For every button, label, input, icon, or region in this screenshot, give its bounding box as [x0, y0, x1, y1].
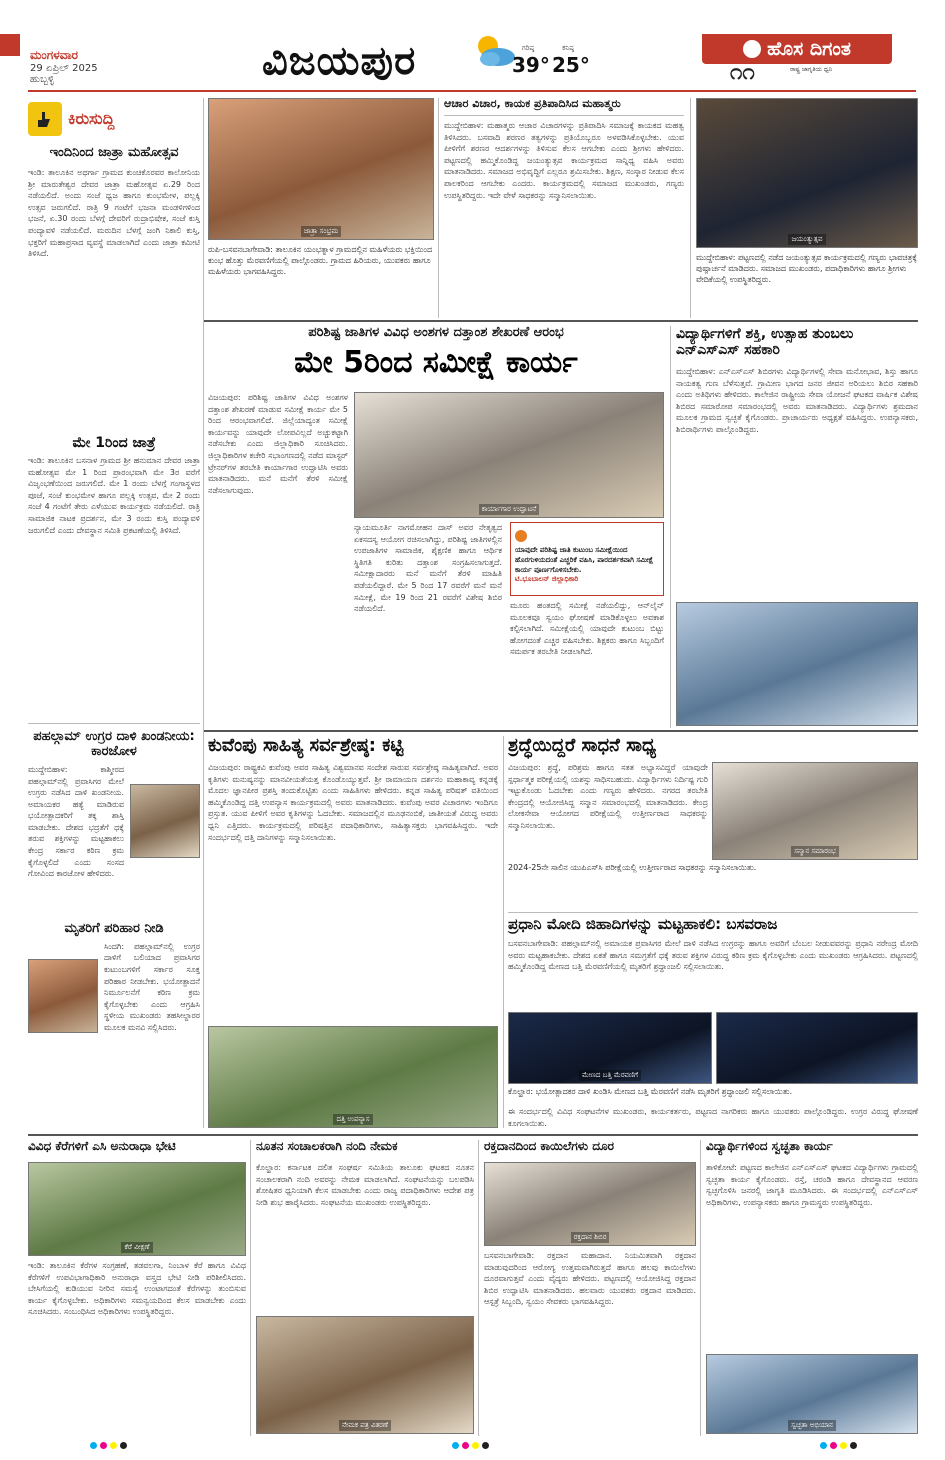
brand-tagline: ರಾಷ್ಟ್ರ ಜಾಗೃತಿಯ ಧ್ವನಿ: [790, 66, 833, 73]
lead-body-col3: ಮೂರು ಹಂತದಲ್ಲಿ ಸಮೀಕ್ಷೆ ನಡೆಯಲಿದ್ದು, ಆನ್‌ಲೈನ್ ಮೂಲಕವೂ ಸ್ವಯಂ ಘೋಷಣೆ ಮಾಡಿಕೊಳ್ಳಲು ಅವಕಾಶ ಕಲ್ಪಿಸಲಾಗಿದೆ. ಸಮೀಕ್ಷೆಯಲ್ಲಿ ಯಾವುದೇ ಕುಟುಂಬ ಬಿಟ್ಟು ಹೋಗದಂತೆ ಎಚ್ಚರ ವಹಿಸಬೇಕು. ಶಿಕ್ಷಕರು ಹಾಗೂ ಸಿಬ್ಬಂದಿಗೆ ಸಮರ್ಪಕ ತರಬೇತಿ ನೀಡಲಾಗಿದೆ.: [510, 601, 664, 657]
col-divider-1: [203, 98, 204, 1128]
lead-kicker: ಪರಿಶಿಷ್ಟ ಜಾತಿಗಳ ವಿವಿಧ ಅಂಶಗಳ ದತ್ತಾಂಶ ಶೇಖರಣೆ ಆರಂಭ: [308, 325, 564, 340]
quote-box: [510, 522, 664, 596]
portrait-photo-sindagi: [28, 959, 98, 1033]
photo-nandi-appointment: ನೇಮಕ ಪತ್ರ ವಿತರಣೆ: [256, 1316, 474, 1434]
body-nss: ಮುದ್ದೇಬಿಹಾಳ: ಎನ್‌ಎಸ್‌ಎಸ್ ಶಿಬಿರಗಳು ವಿದ್ಯಾರ್ಥಿಗಳಲ್ಲಿ ಸೇವಾ ಮನೋಭಾವ, ಶಿಸ್ತು ಹಾಗೂ ನಾಯಕತ್ವ ಗುಣ ಬೆಳೆಸುತ್ತವೆ. ಗ್ರಾಮೀಣ ಭಾಗದ ಜನರ ಜೀವನ ಅರಿಯಲು ಶಿಬಿರ ಸಹಕಾರಿ ಎಂದು ಅತಿಥಿಗಳು ಹೇಳಿದರು. ಕಾಲೇಜಿನ ರಾಷ್ಟ್ರೀಯ ಸೇವಾ ಯೋಜನೆ ಘಟಕದ ವಾರ್ಷಿಕ ವಿಶೇಷ ಶಿಬಿರದ ಸಮಾರೋಪ ಸಮಾರಂಭದಲ್ಲಿ ಅವರು ಮಾತನಾಡಿದರು. ವಿದ್ಯಾರ್ಥಿಗಳು ಶ್ರಮದಾನ ಮೂಲಕ ಗ್ರಾಮದ ಸ್ವಚ್ಛತೆ ಕೈಗೊಂಡರು. ಪ್ರಾಚಾರ್ಯರು ಅಧ್ಯಕ್ಷತೆ ವಹಿಸಿದ್ದರು. ಉಪನ್ಯಾಸಕರು, ಶಿಬಿರಾರ್ಥಿಗಳು ಪಾಲ್ಗೊಂಡಿದ್ದರು.: [676, 367, 918, 434]
temp-high-label: ಗರಿಷ್ಠ: [521, 44, 535, 52]
brief-body-compensation: ಸಿಂದಗಿ: ಪಹಲ್ಗಾಮ್‌ನಲ್ಲಿ ಉಗ್ರರ ದಾಳಿಗೆ ಬಲಿಯಾದ ಪ್ರವಾಸಿಗರ ಕುಟುಂಬಗಳಿಗೆ ಸರ್ಕಾರ ಸೂಕ್ತ ಪರಿಹಾರ ನೀಡಬೇಕು. ಭಯೋತ್ಪಾದನೆ ನಿರ್ಮೂಲನೆಗೆ ಕಠಿಣ ಕ್ರಮ ಕೈಗೊಳ್ಳಬೇಕು ಎಂದು ಆಗ್ರಹಿಸಿ ಸ್ಥಳೀಯ ಮುಖಂಡರು ತಹಸೀಲ್ದಾರರ ಮೂಲಕ ಮನವಿ ಸಲ್ಲಿಸಿದರು.: [104, 941, 200, 1032]
brief-title-may1: ಮೇ 1ರಿಂದ ಜಾತ್ರೆ: [72, 434, 156, 451]
caption-kumbha-procession: ರುಪಿ-ಬಸವನಬಾಗೇವಾಡಿ: ತಾಲೂಕಿನ ಯಂಭತ್ನಾಳ ಗ್ರಾಮದಲ್ಲಿನ ಮಹಿಳೆಯರು ಭಕ್ತಿಯಿಂದ ಕುಂಭ ಹೊತ್ತು ಮೆರವಣಿಗೆಯಲ್ಲಿ ಪಾಲ್ಗೊಂಡರು. ಗ್ರಾಮದ ಹಿರಿಯರು, ಯುವಕರು ಹಾಗೂ ಮಹಿಳೆಯರು ಭಾಗವಹಿಸಿದ್ದರು.: [208, 245, 433, 277]
reg-dot-cyan: [820, 1442, 827, 1449]
lead-headline: ಮೇ 5ರಿಂದ ಸಮೀಕ್ಷೆ ಕಾರ್ಯ: [294, 345, 578, 380]
reg-dot-cyan: [452, 1442, 459, 1449]
col-divider-6: [250, 1140, 251, 1436]
registration-dots-left: [90, 1442, 127, 1449]
caption-modi: ಕೊಲ್ಹಾರ: ಭಯೋತ್ಪಾದಕರ ದಾಳಿ ಖಂಡಿಸಿ ಮೇಣದ ಬತ್ತಿ ಮೆರವಣಿಗೆ ನಡೆಸಿ ಮೃತರಿಗೆ ಶ್ರದ್ಧಾಂಜಲಿ ಸಲ್ಲಿಸಲಾಯಿತು.: [508, 1087, 793, 1096]
headline-kere: ವಿವಿಧ ಕೆರೆಗಳಿಗೆ ಎಸಿ ಅನುರಾಧಾ ಭೇಟಿ: [28, 1139, 176, 1153]
photo-cleanliness-drive: ಸ್ವಚ್ಛತಾ ಅಭಿಯಾನ: [706, 1354, 918, 1434]
brief-body-jatra: ಇಂಡಿ: ತಾಲೂಕಿನ ಅಥರ್ಗಾ ಗ್ರಾಮದ ಕುಂಚಿಕೊರವರ ಕಾಲೋನಿಯ ಶ್ರೀ ಮಾರುತೇಶ್ವರ ದೇವರ ಜಾತ್ರಾ ಮಹೋತ್ಸವ ಏ.29 ರಿಂದ ನಡೆಯಲಿದೆ. ಅಂದು ಸಂಜೆ ಧ್ವಜ ಹಾಗೂ ಕುಂಭಮೇಳ, ಪಲ್ಲಕ್ಕಿ ಉತ್ಸವ ಜರುಗಲಿದೆ. ರಾತ್ರಿ 9 ಗಂಟೆಗೆ ಭಜನಾ ಮಂಡಳಿಗಳಿಂದ ಭಜನೆ, ಏ.30 ರಂದು ಬೆಳಗ್ಗೆ ದೇವರಿಗೆ ರುದ್ರಾಭಿಷೇಕ, ಸಂಜೆ ಕುಸ್ತಿ ಪಂದ್ಯಾವಳಿ ನಡೆಯಲಿದೆ. ಮರುದಿನ ಬೆಳಗ್ಗೆ ಜಂಗಿ ನಿಕಾಲಿ ಕುಸ್ತಿ, ಭಕ್ತರಿಗೆ ಮಹಾಪ್ರಸಾದ ವ್ಯವಸ್ಥೆ ಮಾಡಲಾಗಿದೆ ಎಂದು ಜಾತ್ರಾ ಕಮೀಟಿ ತಿಳಿಸಿದೆ.: [28, 167, 200, 259]
brand-name: ಹೊಸ ದಿಗಂತ: [767, 38, 851, 60]
brief-body-pahalgam: ಮುದ್ದೇಬಿಹಾಳ: ಕಾಶ್ಮೀರದ ಪಹಲ್ಗಾಮ್‌ನಲ್ಲಿ ಪ್ರವಾಸಿಗರ ಮೇಲೆ ಉಗ್ರರು ನಡೆಸಿದ ದಾಳಿ ಖಂಡನೀಯ. ಅಮಾಯಕರ ಹತ್ಯೆ ಮಾಡಿರುವ ಭಯೋತ್ಪಾದಕರಿಗೆ ತಕ್ಕ ಶಾಸ್ತಿ ಮಾಡಬೇಕು. ದೇಶದ ಭದ್ರತೆಗೆ ಧಕ್ಕೆ ತರುವ ಶಕ್ತಿಗಳನ್ನು ಮಟ್ಟಹಾಕಲು ಕೇಂದ್ರ ಸರ್ಕಾರ ಕಠಿಣ ಕ್ರಮ ಕೈಗೊಳ್ಳಲಿದೆ ಎಂದು ಸಂಸದ ಗೋವಿಂದ ಕಾರಜೋಳ ಹೇಳಿದರು.: [28, 764, 124, 879]
headline-blood-donation: ರಕ್ತದಾನದಿಂದ ಕಾಯಿಲೆಗಳು ದೂರ: [484, 1139, 614, 1153]
brief-title-pahalgam: ಪಹಲ್ಗಾಮ್ ಉಗ್ರರ ದಾಳಿ ಖಂಡನೀಯ: ಕಾರಜೋಳ: [33, 729, 195, 759]
col-divider-5: [503, 736, 504, 1128]
lotus-icon: [743, 40, 761, 58]
body-mahatmaru: ಮುದ್ದೇಬಿಹಾಳ: ಮಹಾತ್ಮರು ಆಚಾರ ವಿಚಾರಗಳನ್ನು ಪ್ರತಿಪಾದಿಸಿ ಸಮಾಜಕ್ಕೆ ಕಾಯಕದ ಮಹತ್ವ ತಿಳಿಸಿದರು. ಬಸವಾದಿ ಶರಣರ ತತ್ವಗಳನ್ನು ಪ್ರತಿಯೊಬ್ಬರೂ ಅಳವಡಿಸಿಕೊಳ್ಳಬೇಕು. ಯುವ ಪೀಳಿಗೆಗೆ ಶರಣರ ಆದರ್ಶಗಳನ್ನು ತಿಳಿಸುವ ಕೆಲಸ ಆಗಬೇಕು ಎಂದು ಶ್ರೀಗಳು ಹೇಳಿದರು. ಪಟ್ಟಣದಲ್ಲಿ ಹಮ್ಮಿಕೊಂಡಿದ್ದ ಜಯಂತ್ಯುತ್ಸವ ಕಾರ್ಯಕ್ರಮದ ಸಾನ್ನಿಧ್ಯ ವಹಿಸಿ ಅವರು ಮಾತನಾಡಿದರು. ಸಮಾಜದ ಅಭಿವೃದ್ಧಿಗೆ ಎಲ್ಲರೂ ಶ್ರಮಿಸಬೇಕು. ಶಿಕ್ಷಣ, ಸಂಸ್ಕಾರ ನೀಡುವ ಕೆಲಸ ಪಾಲಕರಿಂದ ಆಗಬೇಕು ಎಂದರು. ಕಾರ್ಯಕ್ರಮದಲ್ಲಿ ಸಮಾಜದ ಮುಖಂಡರು, ಗಣ್ಯರು ಉಪಸ್ಥಿತರಿದ್ದರು. ಇದೇ ವೇಳೆ ಸಾಧಕರನ್ನು ಸನ್ಮಾನಿಸಲಾಯಿತು.: [444, 121, 684, 200]
section-rule-top: [204, 320, 918, 322]
headline-modi: ಪ್ರಧಾನಿ ಮೋದಿ ಜಿಹಾದಿಗಳನ್ನು ಮಟ್ಟಹಾಕಲಿ: ಬಸವರಾಜ: [508, 915, 778, 933]
headline-nss: ವಿದ್ಯಾರ್ಥಿಗಳಿಗೆ ಶಕ್ತಿ, ಉತ್ಸಾಹ ತುಂಬಲು ಎನ್‌ಎಸ್‌ಎಸ್ ಸಹಕಾರಿ: [676, 326, 854, 359]
brief-title-jatra: ಇಂದಿನಿಂದ ಜಾತ್ರಾ ಮಹೋತ್ಸವ: [49, 145, 179, 160]
registration-dots-right: [820, 1442, 857, 1449]
quote-author: ಟಿ.ಭೂಬಾಲನ್ ಜಿಲ್ಲಾಧಿಕಾರಿ: [515, 575, 579, 584]
header-rule: [28, 90, 916, 92]
section-rule-mid: [204, 730, 918, 732]
body-cleanliness: ತಾಳಿಕೋಟೆ: ಪಟ್ಟಣದ ಕಾಲೇಜಿನ ಎನ್‌ಎಸ್‌ಎಸ್ ಘಟಕದ ವಿದ್ಯಾರ್ಥಿಗಳು ಗ್ರಾಮದಲ್ಲಿ ಸ್ವಚ್ಛತಾ ಕಾರ್ಯ ಕೈಗೊಂಡರು. ರಸ್ತೆ, ಚರಂಡಿ ಹಾಗೂ ದೇವಸ್ಥಾನದ ಆವರಣ ಸ್ವಚ್ಛಗೊಳಿಸಿ ಜನರಲ್ಲಿ ಜಾಗೃತಿ ಮೂಡಿಸಿದರು. ಈ ಸಂದರ್ಭದಲ್ಲಿ ಎನ್‌ಎಸ್‌ಎಸ್ ಅಧಿಕಾರಿಗಳು, ಉಪನ್ಯಾಸಕರು ಹಾಗೂ ಗ್ರಾಮಸ್ಥರು ಉಪಸ್ಥಿತರಿದ್ದರು.: [706, 1163, 918, 1207]
sun-cloud-icon: [468, 30, 518, 70]
headline-shraddhe: ಶ್ರದ್ಧೆಯಿದ್ದರೆ ಸಾಧನೆ ಸಾಧ್ಯ: [508, 735, 657, 756]
headline-nandi: ನೂತನ ಸಂಚಾಲಕರಾಗಿ ನಂದಿ ನೇಮಕ: [256, 1139, 398, 1153]
section-rule-bottom: [28, 1134, 918, 1136]
brief-body-may1: ಇಂಡಿ: ತಾಲೂಕಿನ ಬಸನಾಳ ಗ್ರಾಮದ ಶ್ರೀ ಹನುಮಾನ ದೇವರ ಜಾತ್ರಾ ಮಹೋತ್ಸವ ಮೇ 1 ರಿಂದ ಪ್ರಾರಂಭವಾಗಿ ಮೇ 3ರ ವರೆಗೆ ವಿಜೃಂಭಣೆಯಿಂದ ಜರುಗಲಿದೆ. ಮೇ 1 ರಂದು ಬೆಳಗ್ಗೆ ಗಂಗಾಸ್ಥಳದ ಪೂಜೆ, ಸಂಜೆ ಕುಂಭಮೇಳ ಹಾಗೂ ಪಲ್ಲಕ್ಕಿ ಉತ್ಸವ, ಮೇ 2 ರಂದು ಸಂಜೆ 4 ಗಂಟೆಗೆ ತೇರು ಎಳೆಯುವ ಕಾರ್ಯಕ್ರಮ ನಡೆಯಲಿದೆ. ರಾತ್ರಿ ಸಾಮಾಜಿಕ ನಾಟಕ ಪ್ರದರ್ಶನ, ಮೇ 3 ರಂದು ಕುಸ್ತಿ ಪಂದ್ಯಾವಳಿ ಜರುಗಲಿದೆ ಎಂದು ದೇವಸ್ಥಾನ ಸಮಿತಿ ಪ್ರಕಟಣೆಯಲ್ಲಿ ತಿಳಿಸಿದೆ.: [28, 456, 200, 535]
temp-low-value: 25°: [552, 53, 590, 77]
registration-dots-center: [452, 1442, 489, 1449]
photo-upsc-felicitation: ಸನ್ಮಾನ ಸಮಾರಂಭ: [712, 762, 918, 860]
photo-kumbha-procession: ಜಾತ್ರಾ ಸಂಭ್ರಮ: [208, 98, 434, 240]
reg-dot-magenta: [830, 1442, 837, 1449]
photo-nss-camp: [676, 602, 918, 726]
reg-dot-cyan: [90, 1442, 97, 1449]
body-modi-2: ಈ ಸಂದರ್ಭದಲ್ಲಿ ವಿವಿಧ ಸಂಘಟನೆಗಳ ಮುಖಂಡರು, ಕಾರ್ಯಕರ್ತರು, ಪಟ್ಟಣದ ನಾಗರಿಕರು ಹಾಗೂ ಯುವಕರು ಪಾಲ್ಗೊಂಡಿದ್ದರು. ಉಗ್ರರ ವಿರುದ್ಧ ಘೋಷಣೆ ಕೂಗಲಾಯಿತು.: [508, 1107, 918, 1128]
edition-name: ಹುಬ್ಬಳ್ಳಿ: [30, 74, 55, 85]
col-divider-8: [700, 1140, 701, 1436]
kirusuddi-box: [28, 98, 200, 140]
body-modi: ಬಸವನಬಾಗೇವಾಡಿ: ಪಹಲ್ಗಾಮ್‌ನಲ್ಲಿ ಅಮಾಯಕ ಪ್ರವಾಸಿಗರ ಮೇಲೆ ದಾಳಿ ನಡೆಸಿದ ಉಗ್ರರನ್ನು ಹಾಗೂ ಅವರಿಗೆ ಬೆಂಬಲ ನೀಡುವವರನ್ನು ಪ್ರಧಾನಿ ನರೇಂದ್ರ ಮೋದಿ ಅವರು ಮಟ್ಟಹಾಕಬೇಕು. ದೇಶದ ಏಕತೆ ಹಾಗೂ ಸಮಗ್ರತೆಗೆ ಧಕ್ಕೆ ತರುವ ಶಕ್ತಿಗಳ ವಿರುದ್ಧ ಕಠಿಣ ಕ್ರಮ ಕೈಗೊಳ್ಳಬೇಕು ಎಂದು ಮುಖಂಡರು ಆಗ್ರಹಿಸಿದರು. ಪಟ್ಟಣದಲ್ಲಿ ಹಮ್ಮಿಕೊಂಡಿದ್ದ ಮೇಣದ ಬತ್ತಿ ಮೆರವಣಿಗೆಯಲ್ಲಿ ಮೃತರಿಗೆ ಶ್ರದ್ಧಾಂಜಲಿ ಸಲ್ಲಿಸಲಾಯಿತು.: [508, 939, 918, 972]
photo-jayanti-stage: ಜಯಂತ್ಯುತ್ಸವ: [696, 98, 918, 248]
quote-icon: [515, 530, 527, 542]
quote-line-3: ಕಾರ್ಯ ಪೂರ್ಣಗೊಳಿಸಬೇಕು.: [515, 565, 582, 574]
hand-pointing-icon: [28, 102, 62, 136]
reg-dot-magenta: [462, 1442, 469, 1449]
body-kuvempu: ವಿಜಯಪುರ: ರಾಷ್ಟ್ರಕವಿ ಕುವೆಂಪು ಅವರ ಸಾಹಿತ್ಯ ವಿಶ್ವಮಾನವ ಸಂದೇಶ ಸಾರುವ ಸರ್ವಶ್ರೇಷ್ಠ ಸಾಹಿತ್ಯವಾಗಿದೆ. ಅವರ ಕೃತಿಗಳು ಮನುಷ್ಯನನ್ನು ಮಾನವೀಯತೆಯತ್ತ ಕೊಂಡೊಯ್ಯುತ್ತವೆ. ಶ್ರೀ ರಾಮಾಯಣ ದರ್ಶನಂ ಮಹಾಕಾವ್ಯ ಕನ್ನಡಕ್ಕೆ ಮೊದಲ ಜ್ಞಾನಪೀಠ ಪ್ರಶಸ್ತಿ ತಂದುಕೊಟ್ಟಿತು ಎಂದು ಸಾಹಿತಿಗಳು ಹೇಳಿದರು. ಕನ್ನಡ ಸಾಹಿತ್ಯ ಪರಿಷತ್ ವತಿಯಿಂದ ಹಮ್ಮಿಕೊಂಡಿದ್ದ ದತ್ತಿ ಉಪನ್ಯಾಸ ಕಾರ್ಯಕ್ರಮದಲ್ಲಿ ಅವರು ಮಾತನಾಡಿದರು. ಕುವೆಂಪು ಅವರ ವಿಚಾರಗಳು ಇಂದಿಗೂ ಪ್ರಸ್ತುತ. ಯುವ ಪೀಳಿಗೆ ಅವರ ಕೃತಿಗಳನ್ನು ಓದಬೇಕು. ಸಮಾಜದಲ್ಲಿನ ಮೂಢನಂಬಿಕೆ, ಜಾತೀಯತೆ ವಿರುದ್ಧ ಅವರು ಧ್ವನಿ ಎತ್ತಿದರು. ಕಾರ್ಯಕ್ರಮದಲ್ಲಿ ಪರಿಷತ್ತಿನ ಪದಾಧಿಕಾರಿಗಳು, ಸಾಹಿತ್ಯಾಸಕ್ತರು ಭಾಗವಹಿಸಿದ್ದರು. ಇದೇ ಸಂದರ್ಭದಲ್ಲಿ ದತ್ತಿ ದಾನಿಗಳನ್ನು ಸನ್ಮಾನಿಸಲಾಯಿತು.: [208, 763, 498, 842]
col-divider-2: [438, 98, 439, 318]
body-blood-donation: ಬಸವನಬಾಗೇವಾಡಿ: ರಕ್ತದಾನ ಮಹಾದಾನ. ನಿಯಮಿತವಾಗಿ ರಕ್ತದಾನ ಮಾಡುವುದರಿಂದ ಆರೋಗ್ಯ ಉತ್ತಮವಾಗಿರುತ್ತದೆ ಹಾಗೂ ಹಲವು ಕಾಯಿಲೆಗಳು ದೂರವಾಗುತ್ತವೆ ಎಂದು ವೈದ್ಯರು ಹೇಳಿದರು. ಪಟ್ಟಣದಲ್ಲಿ ಆಯೋಜಿಸಿದ್ದ ರಕ್ತದಾನ ಶಿಬಿರ ಉದ್ಘಾಟಿಸಿ ಮಾತನಾಡಿದರು. ಹಲವಾರು ಯುವಕರು ರಕ್ತದಾನ ಮಾಡಿದರು. ಆಸ್ಪತ್ರೆ ಸಿಬ್ಬಂದಿ, ಸ್ವಯಂ ಸೇವಕರು ಭಾಗವಹಿಸಿದ್ದರು.: [484, 1251, 696, 1307]
caption-jayanti-stage: ಮುದ್ದೇಬಿಹಾಳ: ಪಟ್ಟಣದಲ್ಲಿ ನಡೆದ ಜಯಂತ್ಯುತ್ಸವ ಕಾರ್ಯಕ್ರಮದಲ್ಲಿ ಗಣ್ಯರು ಭಾವಚಿತ್ರಕ್ಕೆ ಪುಷ್ಪಾರ್ಚನೆ ಮಾಡಿದರು. ಸಮಾಜದ ಮುಖಂಡರು, ಪದಾಧಿಕಾರಿಗಳು ಹಾಗೂ ಶ್ರೀಗಳು ವೇದಿಕೆಯಲ್ಲಿ ಉಪಸ್ಥಿತರಿದ್ದರು.: [696, 253, 917, 285]
photo-candle-march-1: ಮೇಣದ ಬತ್ತಿ ಮೆರವಣಿಗೆ: [508, 1012, 712, 1084]
headline-mahatmaru: ಆಚಾರ ವಿಚಾರ, ಕಾಯಕ ಪ್ರತಿಪಾದಿಸಿದ ಮಹಾತ್ಮರು: [444, 98, 684, 116]
reg-dot-yellow: [472, 1442, 479, 1449]
headline-cleanliness: ವಿದ್ಯಾರ್ಥಿಗಳಿಂದ ಸ್ವಚ್ಛತಾ ಕಾರ್ಯ: [706, 1139, 833, 1153]
lead-photo-workshop: ಕಾರ್ಯಾಗಾರ ಉದ್ಘಾಟನೆ: [354, 392, 664, 518]
page-number: ೧೧: [730, 60, 755, 85]
quote-line-2: ಹೊರಗುಳಿಯದಂತೆ ಎಚ್ಚರಿಕೆ ವಹಿಸಿ, ಪಾರದರ್ಶಕವಾಗಿ ಸಮೀಕ್ಷೆ: [515, 555, 654, 564]
brief-title-compensation: ಮೃತರಿಗೆ ಪರಿಹಾರ ನೀಡಿ: [64, 920, 164, 936]
temp-low-label: ಕನಿಷ್ಠ: [562, 44, 574, 52]
temp-high-value: 39°: [512, 53, 550, 77]
body-shraddhe: ವಿಜಯಪುರ: ಶ್ರದ್ಧೆ, ಪರಿಶ್ರಮ ಹಾಗೂ ಸತತ ಅಭ್ಯಾಸವಿದ್ದರೆ ಯಾವುದೇ ಸ್ಪರ್ಧಾತ್ಮಕ ಪರೀಕ್ಷೆಯಲ್ಲಿ ಯಶಸ್ಸು ಸಾಧಿಸಬಹುದು. ವಿದ್ಯಾರ್ಥಿಗಳು ನಿರ್ದಿಷ್ಟ ಗುರಿ ಇಟ್ಟುಕೊಂಡು ಓದಬೇಕು ಎಂದು ಗಣ್ಯರು ಹೇಳಿದರು. ನಗರದ ತರಬೇತಿ ಕೇಂದ್ರದಲ್ಲಿ ಆಯೋಜಿಸಿದ್ದ ಸನ್ಮಾನ ಸಮಾರಂಭದಲ್ಲಿ ಮಾತನಾಡಿದರು. ಕೇಂದ್ರ ಲೋಕಸೇವಾ ಆಯೋಗದ ಪರೀಕ್ಷೆಯಲ್ಲಿ ಉತ್ತೀರ್ಣರಾದ ಸಾಧಕರನ್ನು ಸನ್ಮಾನಿಸಲಾಯಿತು.: [508, 763, 708, 830]
caption-shraddhe: 2024-25ನೇ ಸಾಲಿನ ಯುಪಿಎಸ್‌ಸಿ ಪರೀಕ್ಷೆಯಲ್ಲಿ ಉತ್ತೀರ್ಣರಾದ ಸಾಧಕರನ್ನು ಸನ್ಮಾನಿಸಲಾಯಿತು.: [508, 863, 757, 872]
reg-dot-black: [850, 1442, 857, 1449]
photo-blood-donation: ರಕ್ತದಾನ ಶಿಬಿರ: [484, 1162, 696, 1246]
photo-candle-march-2: [716, 1012, 918, 1084]
photo-kere-visit: ಕೆರೆ ವೀಕ್ಷಣೆ: [28, 1162, 246, 1256]
reg-dot-magenta: [100, 1442, 107, 1449]
section-rule-modi: [508, 912, 918, 913]
reg-dot-black: [120, 1442, 127, 1449]
reg-dot-yellow: [840, 1442, 847, 1449]
issue-date: 29 ಏಪ್ರಿಲ್ 2025: [30, 63, 98, 74]
header-accent-bar: [0, 34, 20, 56]
reg-dot-yellow: [110, 1442, 117, 1449]
body-kere: ಇಂಡಿ: ತಾಲೂಕಿನ ಕೆರೆಗಳ ಸಂಗ್ರಹಣೆ, ತಡವಲಗಾ, ನಿಂಬಾಳ ಕೆರೆ ಹಾಗೂ ವಿವಿಧ ಕೆರೆಗಳಿಗೆ ಉಪವಿಭಾಗಾಧಿಕಾರಿ ಅನುರಾಧಾ ವಸ್ತ್ರದ ಭೇಟಿ ನೀಡಿ ಪರಿಶೀಲಿಸಿದರು. ಬೇಸಿಗೆಯಲ್ಲಿ ಕುಡಿಯುವ ನೀರಿನ ಸಮಸ್ಯೆ ಉಂಟಾಗದಂತೆ ಕೆರೆಗಳನ್ನು ತುಂಬಿಸುವ ಕಾರ್ಯ ಕೈಗೊಳ್ಳಬೇಕು. ಅಧಿಕಾರಿಗಳು ಸಮನ್ವಯದಿಂದ ಕೆಲಸ ಮಾಡಬೇಕು ಎಂದು ಸೂಚಿಸಿದರು. ಸಂಬಂಧಿಸಿದ ಅಧಿಕಾರಿಗಳು ಉಪಸ್ಥಿತರಿದ್ದರು.: [28, 1261, 246, 1317]
reg-dot-black: [482, 1442, 489, 1449]
issue-day: ಮಂಗಳವಾರ: [30, 48, 79, 62]
col-divider-4: [670, 326, 671, 728]
lead-body-col2: ನ್ಯಾಯಮೂರ್ತಿ ನಾಗಮೋಹನ ದಾಸ್ ಅವರ ನೇತೃತ್ವದ ಏಕಸದಸ್ಯ ಆಯೋಗ ರಚಿಸಲಾಗಿದ್ದು, ಪರಿಶಿಷ್ಟ ಜಾತಿಗಳಲ್ಲಿನ ಉಪಜಾತಿಗಳ ಸಾಮಾಜಿಕ, ಶೈಕ್ಷಣಿಕ ಹಾಗೂ ಆರ್ಥಿಕ ಸ್ಥಿತಿಗತಿ ಕುರಿತು ದತ್ತಾಂಶ ಸಂಗ್ರಹಿಸಲಾಗುತ್ತದೆ. ಸಮೀಕ್ಷಾದಾರರು ಮನೆ ಮನೆಗೆ ತೆರಳಿ ಮಾಹಿತಿ ಪಡೆಯಲಿದ್ದಾರೆ. ಮೇ 5 ರಿಂದ 17 ರವರೆಗೆ ಮನೆ ಮನೆ ಸಮೀಕ್ಷೆ, ಮೇ 19 ರಿಂದ 21 ರವರೆಗೆ ವಿಶೇಷ ಶಿಬಿರ ನಡೆಯಲಿದೆ.: [354, 523, 502, 614]
quote-line-1: ಯಾವುದೇ ಪರಿಶಿಷ್ಟ ಜಾತಿ ಕುಟುಂಬ ಸಮೀಕ್ಷೆಯಿಂದ: [515, 546, 628, 554]
col-divider-3: [690, 98, 691, 318]
headline-kuvempu: ಕುವೆಂಪು ಸಾಹಿತ್ಯ ಸರ್ವಶ್ರೇಷ್ಠ: ಕಟ್ಟಿ: [208, 735, 404, 756]
kirusuddi-label: ಕಿರುಸುದ್ದಿ: [68, 109, 115, 128]
col-divider-7: [478, 1140, 479, 1436]
lead-body-col1: ವಿಜಯಪುರ: ಪರಿಶಿಷ್ಟ ಜಾತಿಗಳ ವಿವಿಧ ಅಂಶಗಳ ದತ್ತಾಂಶ ಶೇಖರಣೆ ಮಾಡುವ ಸಮೀಕ್ಷೆ ಕಾರ್ಯ ಮೇ 5 ರಿಂದ ಆರಂಭವಾಗಲಿದೆ. ಜಿಲ್ಲೆಯಾದ್ಯಂತ ಸಮೀಕ್ಷೆ ಕಾರ್ಯವನ್ನು ಯಾವುದೇ ಲೋಪವಿಲ್ಲದೆ ಅಚ್ಚುಕಟ್ಟಾಗಿ ನಡೆಸಬೇಕು ಎಂದು ಜಿಲ್ಲಾಧಿಕಾರಿ ಸೂಚಿಸಿದರು. ಜಿಲ್ಲಾಧಿಕಾರಿಗಳ ಕಚೇರಿ ಸಭಾಂಗಣದಲ್ಲಿ ನಡೆದ ಮಾಸ್ಟರ್ ಟ್ರೇನರ್‌ಗಳ ತರಬೇತಿ ಕಾರ್ಯಾಗಾರ ಉದ್ಘಾಟಿಸಿ ಅವರು ಮಾತನಾಡಿದರು. ಮನೆ ಮನೆಗೆ ತೆರಳಿ ಸಮೀಕ್ಷೆ ನಡೆಸಲಾಗುವುದು.: [208, 393, 348, 495]
portrait-photo-karajol: [130, 784, 200, 858]
photo-kuvempu-event: ದತ್ತಿ ಉಪನ್ಯಾಸ: [208, 1026, 498, 1128]
page-city-title: ವಿಜಯಪುರ: [262, 38, 417, 84]
body-nandi: ಕೊಲ್ಹಾರ: ಕರ್ನಾಟಕ ದಲಿತ ಸಂಘರ್ಷ ಸಮಿತಿಯ ತಾಲೂಕು ಘಟಕದ ನೂತನ ಸಂಚಾಲಕರಾಗಿ ನಂದಿ ಅವರನ್ನು ನೇಮಕ ಮಾಡಲಾಗಿದೆ. ಸಂಘಟನೆಯನ್ನು ಬಲಪಡಿಸಿ ಶೋಷಿತರ ಧ್ವನಿಯಾಗಿ ಕೆಲಸ ಮಾಡಬೇಕು ಎಂದು ರಾಜ್ಯ ಪದಾಧಿಕಾರಿಗಳು ಆದೇಶ ಪತ್ರ ನೀಡಿ ಶುಭ ಹಾರೈಸಿದರು. ಸಂಘಟನೆಯ ಮುಖಂಡರು ಉಪಸ್ಥಿತರಿದ್ದರು.: [256, 1163, 474, 1207]
